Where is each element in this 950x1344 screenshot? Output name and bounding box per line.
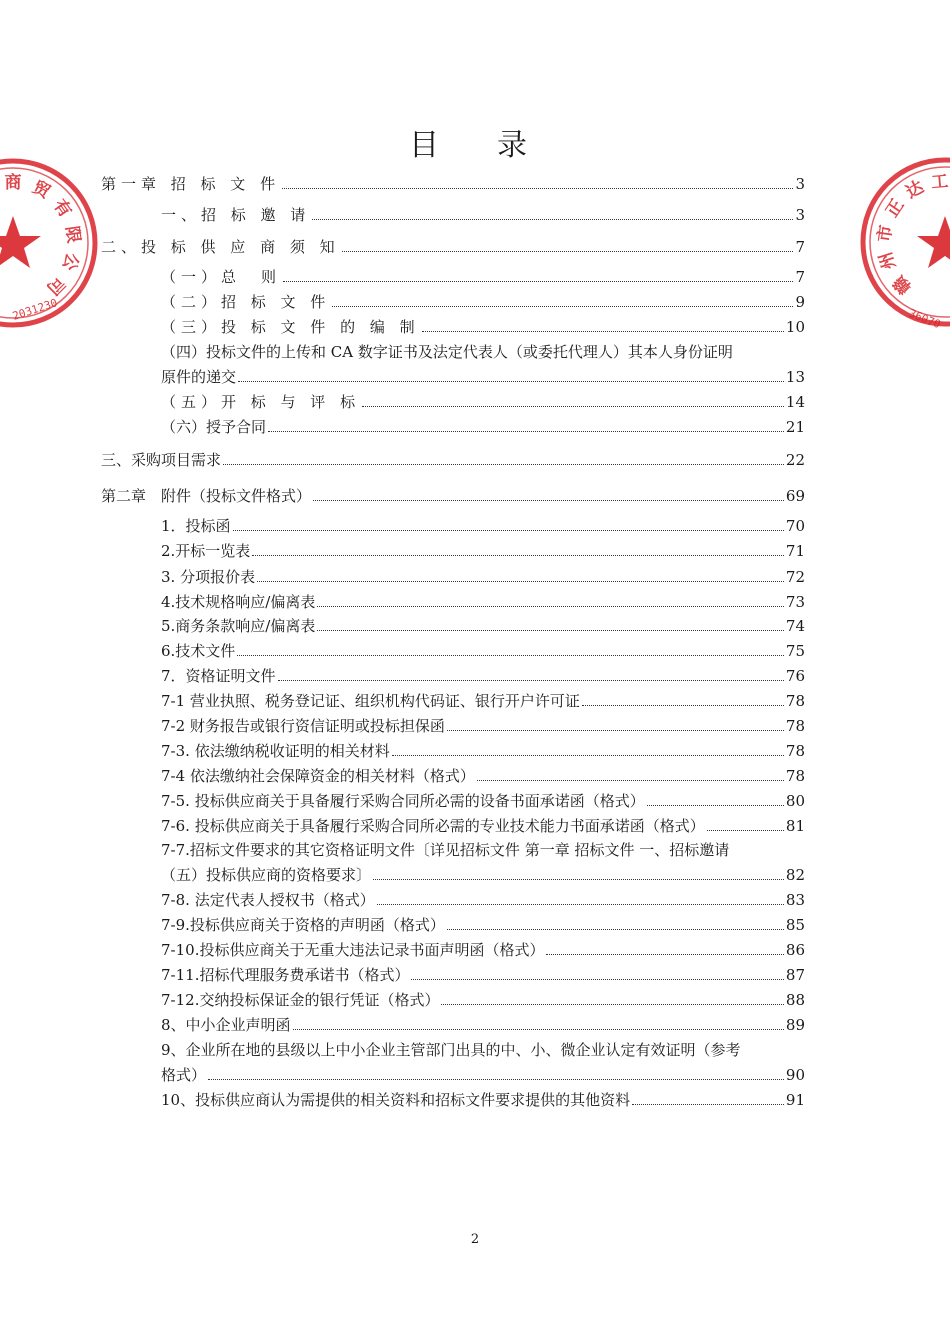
leader-dots <box>317 630 784 631</box>
toc-entry[interactable] <box>161 965 805 985</box>
toc-entry[interactable] <box>161 840 805 885</box>
toc-page-number: 9 <box>795 293 805 311</box>
company-seal-left <box>0 148 100 338</box>
toc-entry-label: 8、中小企业声明函 <box>161 1016 291 1034</box>
toc-page-number: 78 <box>785 692 805 710</box>
company-seal-right <box>860 150 950 340</box>
toc-entry-label: 7-12.交纳投标保证金的银行凭证（格式） <box>161 991 440 1009</box>
toc-entry-label: （三）投 标 文 件 的 编 制 <box>161 318 420 336</box>
leader-dots <box>233 530 784 531</box>
toc-entry-award[interactable] <box>161 417 805 437</box>
toc-entry[interactable] <box>161 1090 805 1110</box>
toc-entry-label: 7-6. 投标供应商关于具备履行采购合同所必需的专业技术能力书面承诺函（格式） <box>161 817 705 835</box>
leader-dots <box>268 431 784 432</box>
toc-entry-label: 7-11.招标代理服务费承诺书（格式） <box>161 966 410 984</box>
toc-page-number: 78 <box>785 717 805 735</box>
svg-text:公: 公 <box>57 250 83 273</box>
seal-code-left: 2031230 <box>10 296 60 323</box>
toc-entry[interactable] <box>161 766 805 786</box>
toc-entry-invitation[interactable] <box>161 205 805 225</box>
svg-text:商: 商 <box>4 173 22 193</box>
leader-dots <box>257 581 784 582</box>
toc-entry[interactable] <box>161 816 805 836</box>
toc-entry[interactable] <box>161 1015 805 1035</box>
toc-entry[interactable] <box>161 1040 805 1085</box>
toc-entry-preparation[interactable] <box>161 317 805 337</box>
leader-dots <box>282 188 793 189</box>
toc-page-number: 7 <box>795 238 805 256</box>
toc-entry-label: 5.商务条款响应/偏离表 <box>161 617 316 635</box>
toc-entry[interactable] <box>161 890 805 910</box>
toc-page-number: 80 <box>785 792 805 810</box>
toc-entry-general[interactable] <box>161 267 805 287</box>
toc-page-number: 7 <box>795 268 805 286</box>
leader-dots <box>332 306 793 307</box>
toc-page-number: 86 <box>785 941 805 959</box>
toc-entry-label: 7-2 财务报告或银行资信证明或投标担保函 <box>161 717 445 735</box>
leader-dots <box>441 1004 783 1005</box>
leader-dots <box>278 680 784 681</box>
toc-page-number: 3 <box>795 175 805 193</box>
seal-star-icon <box>0 216 41 268</box>
leader-dots <box>223 464 784 465</box>
leader-dots <box>252 555 784 556</box>
toc-page-number: 73 <box>785 593 805 611</box>
toc-entry-label: （六）授予合同 <box>161 418 267 436</box>
svg-text:贸: 贸 <box>28 177 54 203</box>
toc-entry-label-line1: （四）投标文件的上传和 CA 数字证书及法定代表人（或委托代理人）其本人身份证明 <box>161 343 733 361</box>
toc-entry-label: （二）招 标 文 件 <box>161 293 331 311</box>
toc-entry-label: 第一章 招 标 文 件 <box>101 175 281 193</box>
toc-page-number: 3 <box>795 206 805 224</box>
toc-page-number: 82 <box>785 866 805 884</box>
toc-entry-label-line1: 7-7.招标文件要求的其它资格证明文件〔详见招标文件 第一章 招标文件 一、招标邀请 <box>161 841 730 859</box>
leader-dots <box>477 780 784 781</box>
toc-entry-label-line2: 原件的递交 <box>161 368 237 386</box>
toc-page-number: 87 <box>785 966 805 984</box>
toc-entry-label-line1: 9、企业所在地的县级以上中小企业主管部门出具的中、小、微企业认定有效证明（参考 <box>161 1041 741 1059</box>
page-number: 2 <box>470 1232 480 1247</box>
toc-entry-chapter-2[interactable] <box>101 486 805 506</box>
toc-page-number: 72 <box>785 568 805 586</box>
leader-dots <box>447 730 784 731</box>
svg-text:限: 限 <box>61 224 84 245</box>
svg-text:工: 工 <box>930 171 950 193</box>
toc-entry[interactable] <box>161 641 805 661</box>
leader-dots <box>312 219 793 220</box>
toc-page-number: 76 <box>785 667 805 685</box>
toc-page-number: 83 <box>785 891 805 909</box>
leader-dots <box>647 805 784 806</box>
toc-entry-label: 10、投标供应商认为需提供的相关资料和招标文件要求提供的其他资料 <box>161 1091 631 1109</box>
toc-entry-label: 4.技术规格响应/偏离表 <box>161 593 316 611</box>
svg-text:司: 司 <box>42 272 69 299</box>
leader-dots <box>283 281 793 282</box>
toc-page-number: 90 <box>785 1066 805 1084</box>
toc-page-number: 21 <box>785 418 805 436</box>
toc-entry[interactable] <box>161 541 805 561</box>
toc-entry-requirements[interactable] <box>101 450 805 470</box>
toc-entry-label: 7-9.投标供应商关于资格的声明函（格式） <box>161 916 445 934</box>
toc-page-number: 71 <box>785 542 805 560</box>
toc-entry[interactable] <box>161 666 805 686</box>
leader-dots <box>208 1079 784 1080</box>
leader-dots <box>377 904 784 905</box>
leader-dots <box>313 500 784 501</box>
toc-entry[interactable] <box>161 915 805 935</box>
leader-dots <box>447 929 784 930</box>
toc-page-number: 78 <box>785 742 805 760</box>
toc-entry[interactable] <box>161 567 805 587</box>
toc-entry-label: 7-10.投标供应商关于无重大违法记录书面声明函（格式） <box>161 941 545 959</box>
toc-entry-label-line2: （五）投标供应商的资格要求〕 <box>161 866 372 884</box>
leader-dots <box>707 830 784 831</box>
toc-page-number: 85 <box>785 916 805 934</box>
toc-title: 目 录 <box>409 128 541 163</box>
leader-dots <box>293 1029 784 1030</box>
toc-entry-label: 7．资格证明文件 <box>161 667 276 685</box>
toc-page-number: 69 <box>785 487 805 505</box>
toc-page-number: 13 <box>785 368 805 386</box>
toc-entry[interactable] <box>161 791 805 811</box>
leader-dots <box>362 406 784 407</box>
svg-text:州: 州 <box>875 249 901 272</box>
leader-dots <box>632 1104 784 1105</box>
leader-dots <box>342 251 794 252</box>
leader-dots <box>392 755 784 756</box>
toc-entry-label: 第二章 附件（投标文件格式） <box>101 487 312 505</box>
toc-entry-upload[interactable] <box>161 342 805 387</box>
leader-dots <box>373 879 784 880</box>
toc-page-number: 22 <box>785 451 805 469</box>
toc-entry-label: 一、招 标 邀 请 <box>161 206 311 224</box>
toc-entry-label: 7-5. 投标供应商关于具备履行采购合同所必需的设备书面承诺函（格式） <box>161 792 645 810</box>
leader-dots <box>317 606 784 607</box>
toc-entry-chapter-1[interactable] <box>101 174 805 194</box>
toc-entry-label: 二、投 标 供 应 商 须 知 <box>101 238 340 256</box>
leader-dots <box>238 381 784 382</box>
toc-entry-label: 6.技术文件 <box>161 642 236 660</box>
toc-entry-label: 7-4 依法缴纳社会保障资金的相关材料（格式） <box>161 767 475 785</box>
toc-entry[interactable] <box>161 691 805 711</box>
toc-entry[interactable] <box>161 592 805 612</box>
toc-page-number: 14 <box>785 393 805 411</box>
toc-entry-label: 2.开标一览表 <box>161 542 251 560</box>
leader-dots <box>582 705 784 706</box>
toc-entry-bidder-instructions[interactable] <box>101 237 805 257</box>
toc-page-number: 75 <box>785 642 805 660</box>
toc-entry[interactable] <box>161 990 805 1010</box>
svg-text:正: 正 <box>882 195 909 222</box>
toc-page-number: 70 <box>785 517 805 535</box>
svg-text:有: 有 <box>49 195 76 222</box>
seal-star-icon <box>917 216 950 268</box>
svg-text:市: 市 <box>874 223 897 244</box>
toc-entry-label: 7-8. 法定代表人授权书（格式） <box>161 891 375 909</box>
toc-entry-label: 1．投标函 <box>161 517 231 535</box>
toc-page-number: 78 <box>785 767 805 785</box>
toc-entry[interactable] <box>161 716 805 736</box>
toc-page-number: 74 <box>785 617 805 635</box>
toc-entry-label: 3. 分项报价表 <box>161 568 256 586</box>
toc-entry-label: （一）总 则 <box>161 268 282 286</box>
toc-entry-label: （五）开 标 与 评 标 <box>161 393 361 411</box>
toc-page-number: 89 <box>785 1016 805 1034</box>
toc-entry-label: 7-1 营业执照、税务登记证、组织机构代码证、银行开户许可证 <box>161 692 580 710</box>
toc-entry-opening[interactable] <box>161 392 805 412</box>
toc-entry-tender-docs[interactable] <box>161 292 805 312</box>
toc-entry[interactable] <box>161 516 805 536</box>
leader-dots <box>546 954 783 955</box>
svg-text:赣: 赣 <box>889 271 916 298</box>
svg-text:达: 达 <box>902 177 928 203</box>
toc-page-number: 10 <box>785 318 805 336</box>
leader-dots <box>411 979 783 980</box>
toc-entry-label: 三、采购项目需求 <box>101 451 222 469</box>
toc-page-number: 88 <box>785 991 805 1009</box>
toc-entry[interactable] <box>161 741 805 761</box>
toc-entry[interactable] <box>161 940 805 960</box>
toc-page-number: 91 <box>785 1091 805 1109</box>
leader-dots <box>237 655 784 656</box>
leader-dots <box>422 331 784 332</box>
toc-page-number: 81 <box>785 817 805 835</box>
seal-code-right: 36070 <box>906 306 943 332</box>
toc-entry-label: 7-3. 依法缴纳税收证明的相关材料 <box>161 742 390 760</box>
toc-entry[interactable] <box>161 616 805 636</box>
toc-entry-label-line2: 格式） <box>161 1066 207 1084</box>
